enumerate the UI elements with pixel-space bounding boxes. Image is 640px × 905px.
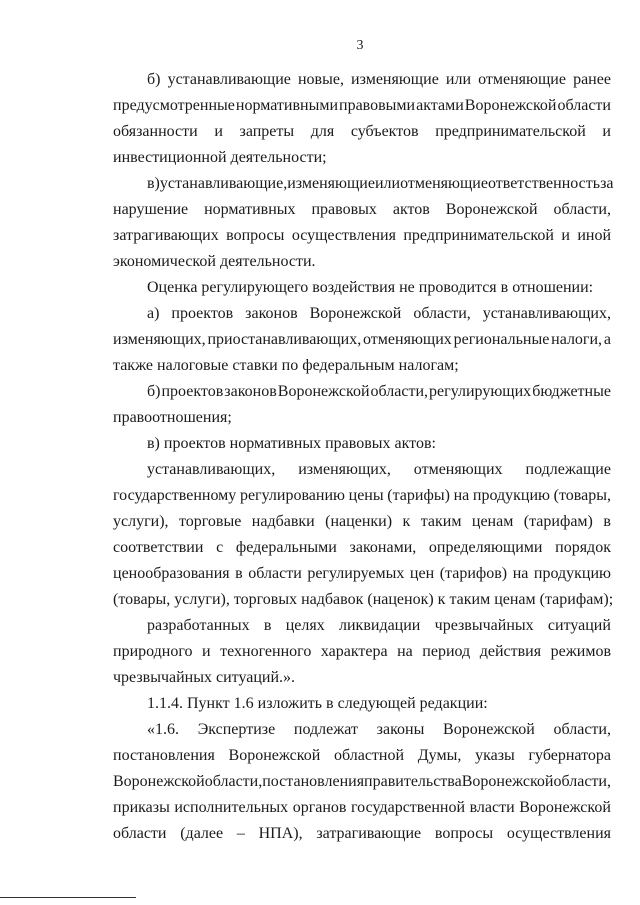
word: на — [512, 565, 529, 582]
word: предпринимательской — [403, 227, 554, 244]
word: устанавливающих, — [482, 305, 611, 322]
word: регулирующих — [429, 383, 532, 400]
word: приказы — [113, 799, 170, 816]
word: обязанности — [113, 123, 198, 140]
word: актами — [416, 97, 464, 114]
text-line: чрезвычайных ситуаций.». — [113, 669, 296, 686]
text-line — [113, 564, 611, 584]
text-line — [113, 96, 611, 116]
word: указы — [475, 747, 515, 764]
word: ответственность — [487, 175, 601, 192]
page-number: 3 — [356, 38, 364, 53]
word: изменяющих, — [298, 461, 391, 478]
word: губернатора — [528, 747, 611, 764]
word: изменяющих, — [113, 331, 206, 348]
text-line — [147, 174, 614, 194]
word: Воронежской — [519, 799, 611, 816]
text-line — [113, 824, 611, 844]
word: (тарифов) — [439, 565, 508, 582]
word: или — [445, 71, 471, 88]
word: Воронежской — [443, 721, 535, 738]
word: осуществления — [506, 825, 611, 842]
word: Воронежской — [461, 773, 554, 790]
word: области, — [553, 773, 611, 790]
word: региональные — [453, 331, 550, 348]
word: Думы, — [417, 747, 462, 764]
word: нормативными — [235, 97, 339, 114]
word: области, — [553, 721, 611, 738]
word: и — [602, 123, 611, 140]
word: законов — [245, 305, 298, 322]
word: затрагивающих — [113, 227, 219, 244]
word: устанавливающие, — [159, 175, 288, 192]
word: подлежащие — [525, 461, 611, 478]
text-line — [113, 122, 611, 142]
word: ситуаций — [547, 617, 611, 634]
word: государственному — [113, 487, 237, 504]
word: отменяющих — [413, 461, 503, 478]
word: правовых — [311, 201, 377, 218]
text-line: (товары, услуги), торговых надбавок (наценок) к таким ценам (тарифам); — [113, 591, 614, 608]
word: законами, — [349, 539, 417, 556]
word: продукцию — [472, 487, 550, 504]
word: в — [263, 617, 272, 634]
word: торговые — [178, 513, 242, 530]
word: исполнительных — [174, 799, 289, 816]
word: постановления — [262, 773, 365, 790]
word: бюджетные — [532, 383, 611, 400]
word: соответствии — [113, 539, 204, 556]
word: законы — [376, 721, 425, 738]
word: техногенного — [220, 643, 312, 660]
word: – — [236, 825, 245, 842]
text-line: Оценка регулирующего воздействия не проводится в отношении: — [147, 279, 594, 296]
word: в — [603, 513, 611, 530]
word: вопросы — [226, 227, 285, 244]
word: устанавливающие — [167, 71, 291, 88]
word: областной — [334, 747, 405, 764]
word: осуществления — [291, 227, 396, 244]
word: устанавливающих, — [147, 461, 276, 478]
word: действия — [479, 643, 542, 660]
footnote-separator — [0, 897, 136, 898]
text-line — [113, 330, 611, 350]
word: запреты — [239, 123, 295, 140]
word: цен — [409, 565, 435, 582]
word: ценообразования — [113, 565, 230, 582]
word: области, — [204, 773, 263, 790]
word: (товары, — [553, 487, 611, 504]
word: отменяющих — [363, 331, 452, 348]
word: или — [374, 175, 401, 192]
text-line: 1.1.4. Пункт 1.6 изложить в следующей редакции: — [147, 695, 488, 712]
word: отменяющие — [478, 71, 566, 88]
word: ценам — [471, 513, 514, 530]
word: власти — [469, 799, 515, 816]
text-line — [147, 720, 611, 740]
word: целях — [285, 617, 325, 634]
text-line — [147, 304, 611, 324]
word: приостанавливающих, — [207, 331, 362, 348]
word: НПА), — [258, 825, 303, 842]
word: характера — [320, 643, 388, 660]
word: (далее — [180, 825, 224, 842]
text-line: экономической деятельности. — [113, 253, 316, 270]
word: подлежат — [293, 721, 358, 738]
word: надбавки — [251, 513, 315, 530]
text-line: также налоговые ставки по федеральным налогам; — [113, 357, 459, 374]
word: налоги, — [551, 331, 603, 348]
word: к — [402, 513, 411, 530]
text-line — [147, 70, 611, 90]
text-line: правоотношения; — [113, 409, 232, 426]
word: области — [248, 565, 302, 582]
word: «1.6. — [147, 721, 179, 738]
word: предусмотренные — [113, 97, 235, 114]
word: законов — [224, 383, 277, 400]
word: для — [310, 123, 335, 140]
word: предпринимательской — [435, 123, 586, 140]
word: за — [600, 175, 614, 192]
word: природного — [113, 643, 193, 660]
word: в — [235, 565, 243, 582]
word: таким — [420, 513, 462, 530]
word: продукцию — [533, 565, 611, 582]
word: б) — [147, 71, 161, 88]
text-line — [113, 538, 611, 558]
word: нормативных — [204, 201, 296, 218]
word: области, — [370, 383, 429, 400]
word: области, — [413, 305, 471, 322]
word: а — [603, 331, 611, 348]
text-line — [147, 460, 611, 480]
word: (наценки) — [325, 513, 393, 530]
word: Воронежской — [445, 201, 538, 218]
word: федеральными — [235, 539, 337, 556]
word: Экспертизе — [197, 721, 276, 738]
text-line — [113, 642, 611, 662]
word: постановления — [113, 747, 215, 764]
word: правовыми — [339, 97, 416, 114]
word: ранее — [573, 71, 611, 88]
word: период — [422, 643, 471, 660]
word: и — [202, 643, 211, 660]
word: Воронежской — [113, 773, 205, 790]
word: субъектов — [350, 123, 419, 140]
word: чрезвычайных — [434, 617, 534, 634]
word: услуги), — [113, 513, 169, 530]
text-line — [113, 486, 611, 506]
text-line — [113, 512, 611, 532]
text-line — [113, 200, 611, 220]
word: (тарифы) — [387, 487, 450, 504]
word: государственной — [351, 799, 466, 816]
text-line — [113, 226, 611, 246]
text-line — [113, 798, 611, 818]
word: проектов — [171, 305, 234, 322]
word: области — [557, 97, 611, 114]
word: регулированию — [239, 487, 345, 504]
word: Воронежской — [277, 383, 370, 400]
word: и — [561, 227, 570, 244]
text-line — [113, 746, 611, 766]
word: регулируемых — [307, 565, 405, 582]
word: б) — [147, 383, 161, 400]
word: иной — [577, 227, 611, 244]
word: области, — [553, 201, 611, 218]
word: Воронежской — [309, 305, 402, 322]
text-line — [113, 772, 611, 792]
word: на — [397, 643, 413, 660]
word: с — [216, 539, 224, 556]
word: изменяющие — [351, 71, 439, 88]
word: проектов — [161, 383, 224, 400]
word: (тарифам) — [523, 513, 593, 530]
word: Воронежской — [228, 747, 321, 764]
word: а) — [147, 305, 160, 322]
word: ликвидации — [339, 617, 421, 634]
word: определяющими — [428, 539, 543, 556]
word: органов — [292, 799, 347, 816]
word: порядок — [555, 539, 611, 556]
text-line: инвестиционной деятельности; — [113, 149, 327, 166]
text-line: в) проектов нормативных правовых актов: — [147, 435, 436, 452]
word: области — [113, 825, 167, 842]
word: и — [214, 123, 223, 140]
word: Воронежской — [464, 97, 557, 114]
text-line — [147, 382, 611, 402]
word: новые, — [297, 71, 344, 88]
word: изменяющие — [287, 175, 375, 192]
text-line — [147, 616, 611, 636]
word: актов — [392, 201, 430, 218]
word: цены — [348, 487, 384, 504]
word: режимов — [550, 643, 611, 660]
word: на — [453, 487, 470, 504]
word: отменяющие — [400, 175, 488, 192]
word: правительства — [364, 773, 462, 790]
word: в) — [147, 175, 160, 192]
word: разработанных — [147, 617, 250, 634]
word: нарушение — [113, 201, 189, 218]
word: затрагивающие — [316, 825, 422, 842]
word: вопросы — [434, 825, 494, 842]
